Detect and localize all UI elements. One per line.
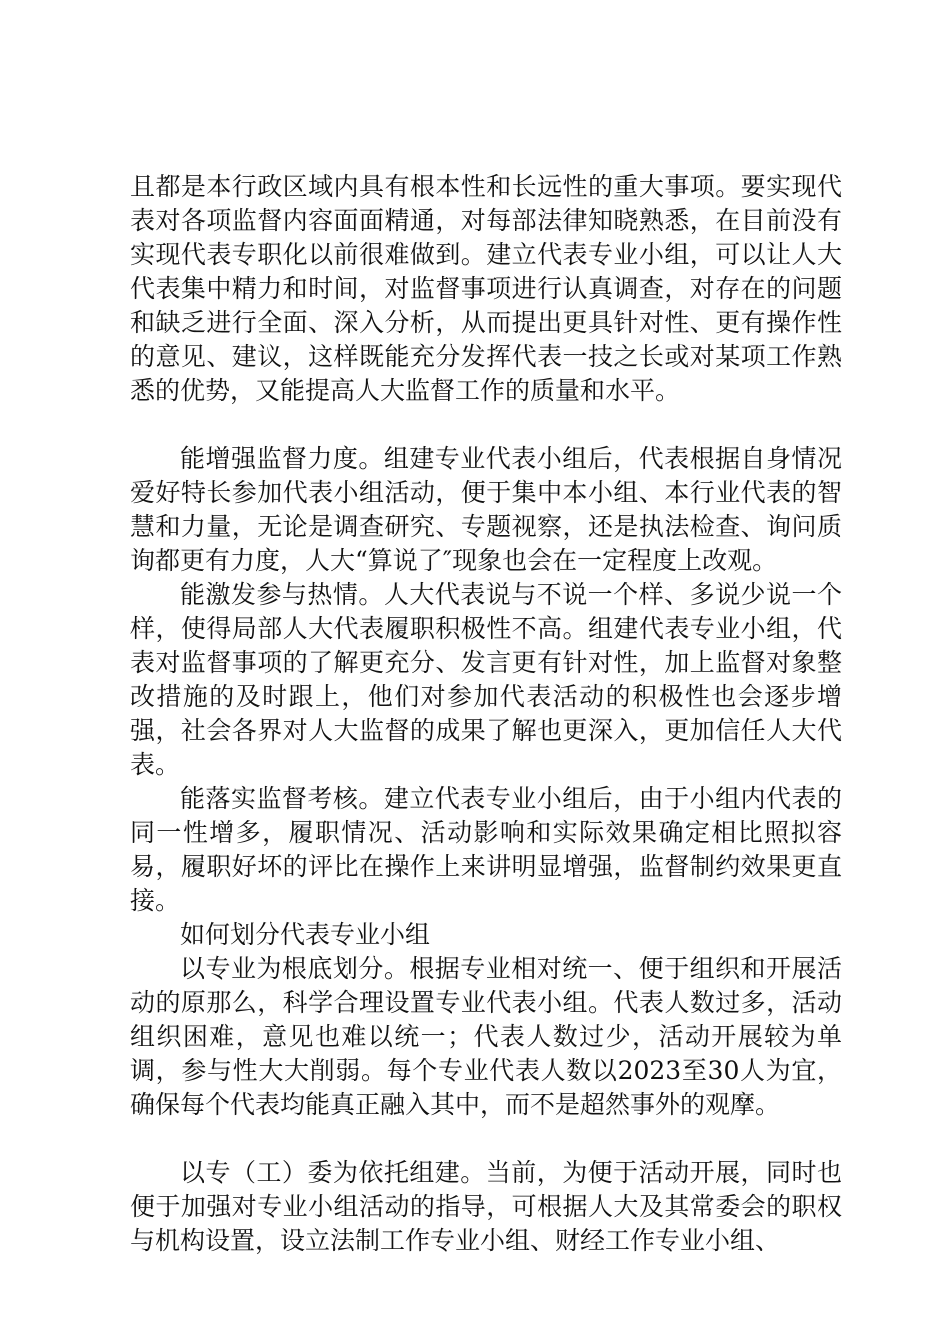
paragraph-implement-assessment: 能落实监督考核。建立代表专业小组后，由于小组内代表的同一性增多，履职情况、活动影响和实际效果确定相比照拟容易，履职好坏的评比在操作上来讲明显增强，监督制约效果更直接。 [130,784,842,915]
paragraph-divide-by-profession: 以专业为根底划分。根据专业相对统一、便于组织和开展活动的原那么，科学合理设置专业代表小组。代表人数过多，活动组织困难，意见也难以统一；代表人数过少，活动开展较为单调，参与性大大削弱。每个专业代表人数以2023至30人为宜，确保每个代表均能真正融入其中，而不是超然事外的观摩。 [130,954,842,1119]
paragraph-organize-by-committee: 以专（工）委为依托组建。当前，为便于活动开展，同时也便于加强对专业小组活动的指导，可根据人大及其常委会的职权与机构设置，设立法制工作专业小组、财经工作专业小组、 [130,1158,842,1255]
paragraph-oversight-quality: 且都是本行政区域内具有根本性和长远性的重大事项。要实现代表对各项监督内容面面精通，对每部法律知晓熟悉，在目前没有实现代表专职化以前很难做到。建立代表专业小组，可以让人大代表集中精力和时间，对监督事项进行认真调查，对存在的问题和缺乏进行全面、深入分析，从而提出更具针对性、更有操作性的意见、建议，这样既能充分发挥代表一技之长或对某项工作熟悉的优势，又能提高人大监督工作的质量和水平。 [130,172,842,405]
section-heading-group-division: 如何划分代表专业小组 [180,920,431,949]
paragraph-inspire-participation: 能激发参与热情。人大代表说与不说一个样、多说少说一个样，使得局部人大代表履职积极性不高。组建代表专业小组，代表对监督事项的了解更充分、发言更有针对性，加上监督对象整改措施的及时跟上，他们对参加代表活动的积极性也会逐步增强，社会各界对人大监督的成果了解也更深入，更加信任人大代表。 [130,580,842,779]
document-body [130,170,842,1258]
paragraph-strengthen-oversight: 能增强监督力度。组建专业代表小组后，代表根据自身情况爱好特长参加代表小组活动，便于集中本小组、本行业代表的智慧和力量，无论是调查研究、专题视察，还是执法检查、询问质询都更有力度，人大“算说了″现象也会在一定程度上改观。 [130,444,842,575]
